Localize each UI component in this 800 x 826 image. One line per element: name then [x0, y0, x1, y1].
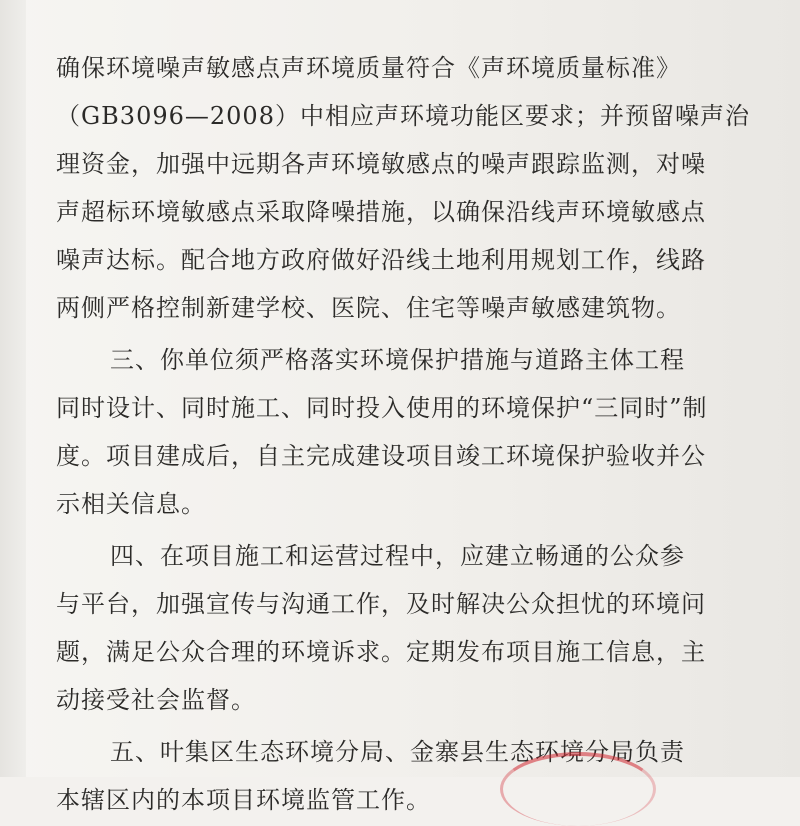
- text-line: 动接受社会监督。: [56, 686, 256, 714]
- text-line: 噪声达标。配合地方政府做好沿线土地利用规划工作，线路: [56, 246, 706, 274]
- paragraph-public-participation: [56, 532, 780, 724]
- text-line: 本辖区内的本项目环境监管工作。: [56, 786, 431, 814]
- text-line: 两侧严格控制新建学校、医院、住宅等噪声敏感建筑物。: [56, 294, 681, 322]
- paragraph-three-simultaneous: [56, 336, 780, 528]
- paragraph-noise-control: [56, 44, 780, 332]
- text-line: 与平台，加强宣传与沟通工作，及时解决公众担忧的环境问: [56, 590, 706, 618]
- official-seal-fragment: [500, 752, 656, 826]
- document-body: [56, 44, 780, 824]
- text-line: 声超标环境敏感点采取降噪措施，以确保沿线声环境敏感点: [56, 198, 706, 226]
- text-line: 确保环境噪声敏感点声环境质量符合《声环境质量标准》: [56, 54, 681, 82]
- text-line: 示相关信息。: [56, 490, 206, 518]
- page-edge-shadow: [0, 0, 26, 777]
- text-line: （GB3096—2008）中相应声环境功能区要求；并预留噪声治: [56, 102, 750, 130]
- text-line: 度。项目建成后，自主完成建设项目竣工环境保护验收并公: [56, 442, 706, 470]
- text-line: 五、叶集区生态环境分局、金寨县生态环境分局负责: [110, 738, 685, 766]
- text-line: 理资金，加强中远期各声环境敏感点的噪声跟踪监测，对噪: [56, 150, 706, 178]
- text-line: 同时设计、同时施工、同时投入使用的环境保护“三同时”制: [56, 394, 708, 422]
- text-line: 三、你单位须严格落实环境保护措施与道路主体工程: [110, 346, 685, 374]
- paragraph-supervision: [56, 728, 780, 824]
- text-line: 题，满足公众合理的环境诉求。定期发布项目施工信息，主: [56, 638, 706, 666]
- text-line: 四、在项目施工和运营过程中，应建立畅通的公众参: [110, 542, 685, 570]
